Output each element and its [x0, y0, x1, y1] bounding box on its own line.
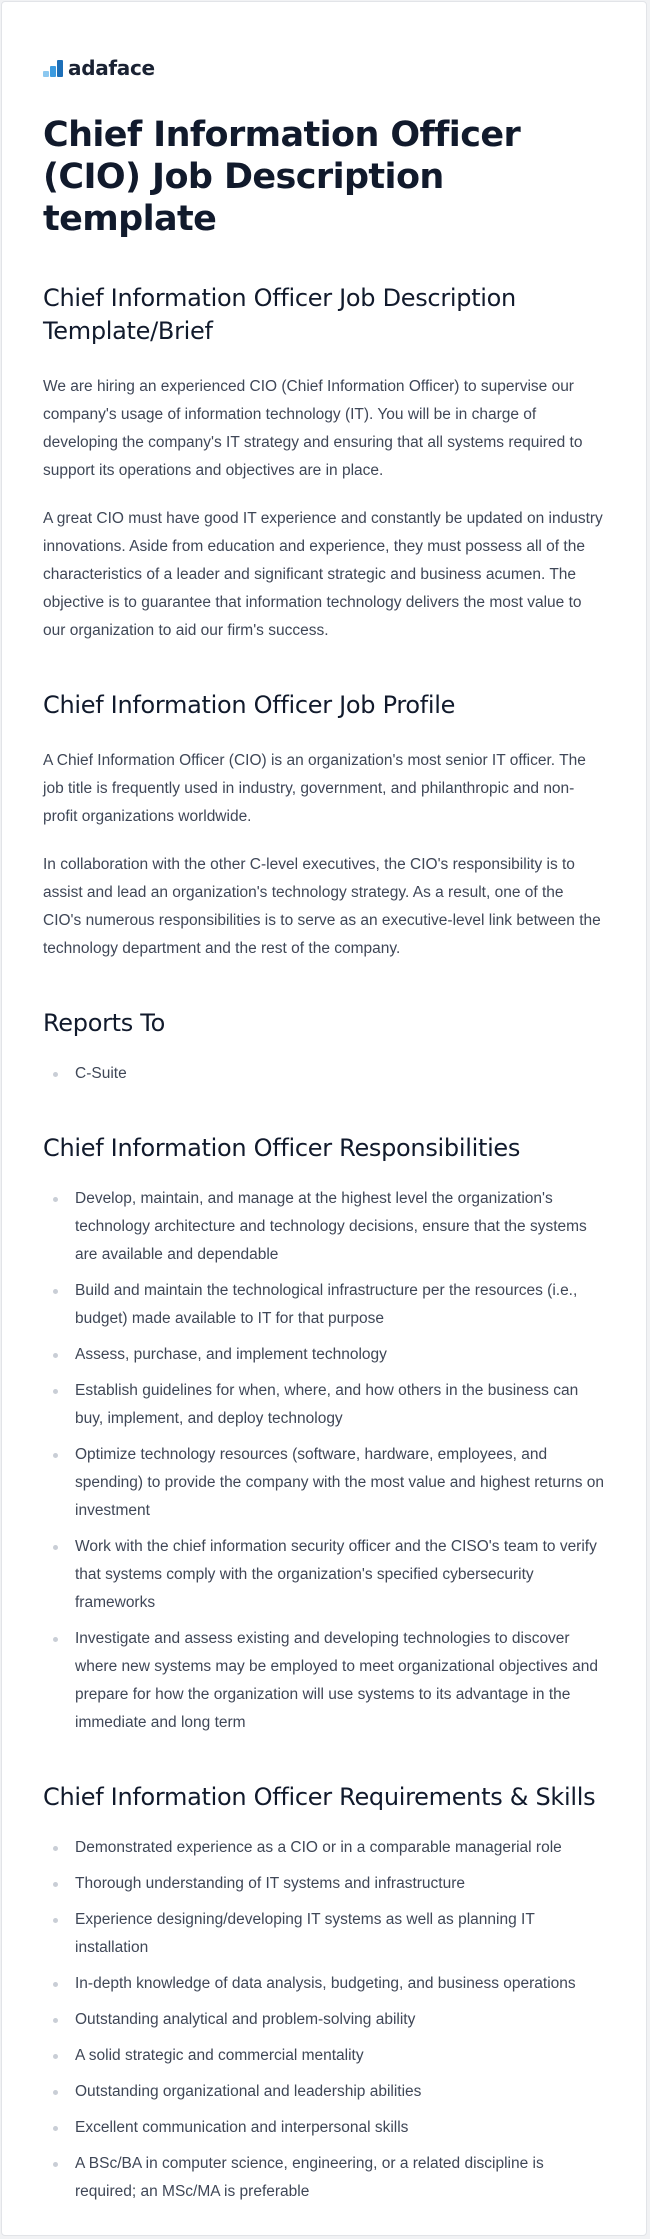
responsibilities-list — [43, 1185, 606, 1737]
list-item: Outstanding analytical and problem-solving ability — [43, 2006, 606, 2034]
adaface-logo-icon — [43, 59, 63, 77]
list-item: Outstanding organizational and leadership abilities — [43, 2078, 606, 2106]
list-item: Thorough understanding of IT systems and infrastructure — [43, 1870, 606, 1898]
profile-paragraph-2: In collaboration with the other C-level executives, the CIO's responsibility is to assist and lead an organization's technology strategy. As a result, one of the CIO's numerous responsibilities is to serve as an executive-level link between the technology department and the rest of the company. — [43, 856, 601, 957]
section-title-job-profile: Chief Information Officer Job Profile — [43, 691, 456, 719]
reports-to-list — [43, 1060, 606, 1088]
brief-paragraph-2: A great CIO must have good IT experience and constantly be updated on industry innovations. Aside from education and experience, they must possess all of the characteristics of a leader and significant strategic and business acumen. The objective is to guarantee that information technology delivers the most value to our organization to aid our firm's success. — [43, 510, 603, 639]
brand-logo[interactable] — [43, 56, 606, 80]
section-title-requirements: Chief Information Officer Requirements & Skills — [43, 1783, 596, 1811]
brand-name: adaface — [68, 56, 155, 80]
list-item: C-Suite — [43, 1060, 606, 1088]
page-title: Chief Information Officer (CIO) Job Description template — [43, 115, 521, 239]
profile-paragraph-1: A Chief Information Officer (CIO) is an organization's most senior IT officer. The job title is frequently used in industry, government, and philanthropic and non-profit organizations worldwide. — [43, 752, 586, 825]
document-card — [1, 1, 647, 2236]
list-item: Develop, maintain, and manage at the highest level the organization's technology architecture and technology decisions, ensure that the systems are available and dependable — [43, 1185, 606, 1269]
list-item: In-depth knowledge of data analysis, budgeting, and business operations — [43, 1970, 606, 1998]
brief-paragraph-1: We are hiring an experienced CIO (Chief Information Officer) to supervise our company's usage of information technology (IT). You will be in charge of developing the company's IT strategy and ensuring that all systems required to support its operations and objectives are in place. — [43, 378, 583, 479]
list-item: A solid strategic and commercial mentality — [43, 2042, 606, 2070]
list-item: Excellent communication and interpersonal skills — [43, 2114, 606, 2142]
requirements-list — [43, 1834, 606, 2206]
list-item: Optimize technology resources (software, hardware, employees, and spending) to provide the company with the most value and highest returns on investment — [43, 1441, 606, 1525]
list-item: Establish guidelines for when, where, and how others in the business can buy, implement, and deploy technology — [43, 1377, 606, 1433]
section-title-brief: Chief Information Officer Job Description Template/Brief — [43, 284, 516, 345]
list-item: Build and maintain the technological infrastructure per the resources (i.e., budget) made available to IT for that purpose — [43, 1277, 606, 1333]
section-title-reports-to: Reports To — [43, 1009, 165, 1037]
list-item: Work with the chief information security officer and the CISO's team to verify that systems comply with the organization's specified cybersecurity frameworks — [43, 1533, 606, 1617]
list-item: A BSc/BA in computer science, engineering, or a related discipline is required; an MSc/MA is preferable — [43, 2150, 606, 2206]
document-content — [2, 56, 646, 2206]
list-item: Demonstrated experience as a CIO or in a comparable managerial role — [43, 1834, 606, 1862]
list-item: Assess, purchase, and implement technology — [43, 1341, 606, 1369]
list-item: Investigate and assess existing and developing technologies to discover where new systems may be employed to meet organizational objectives and prepare for how the organization will use systems to its advantage in the immediate and long term — [43, 1625, 606, 1737]
section-title-responsibilities: Chief Information Officer Responsibilities — [43, 1134, 521, 1162]
list-item: Experience designing/developing IT systems as well as planning IT installation — [43, 1906, 606, 1962]
